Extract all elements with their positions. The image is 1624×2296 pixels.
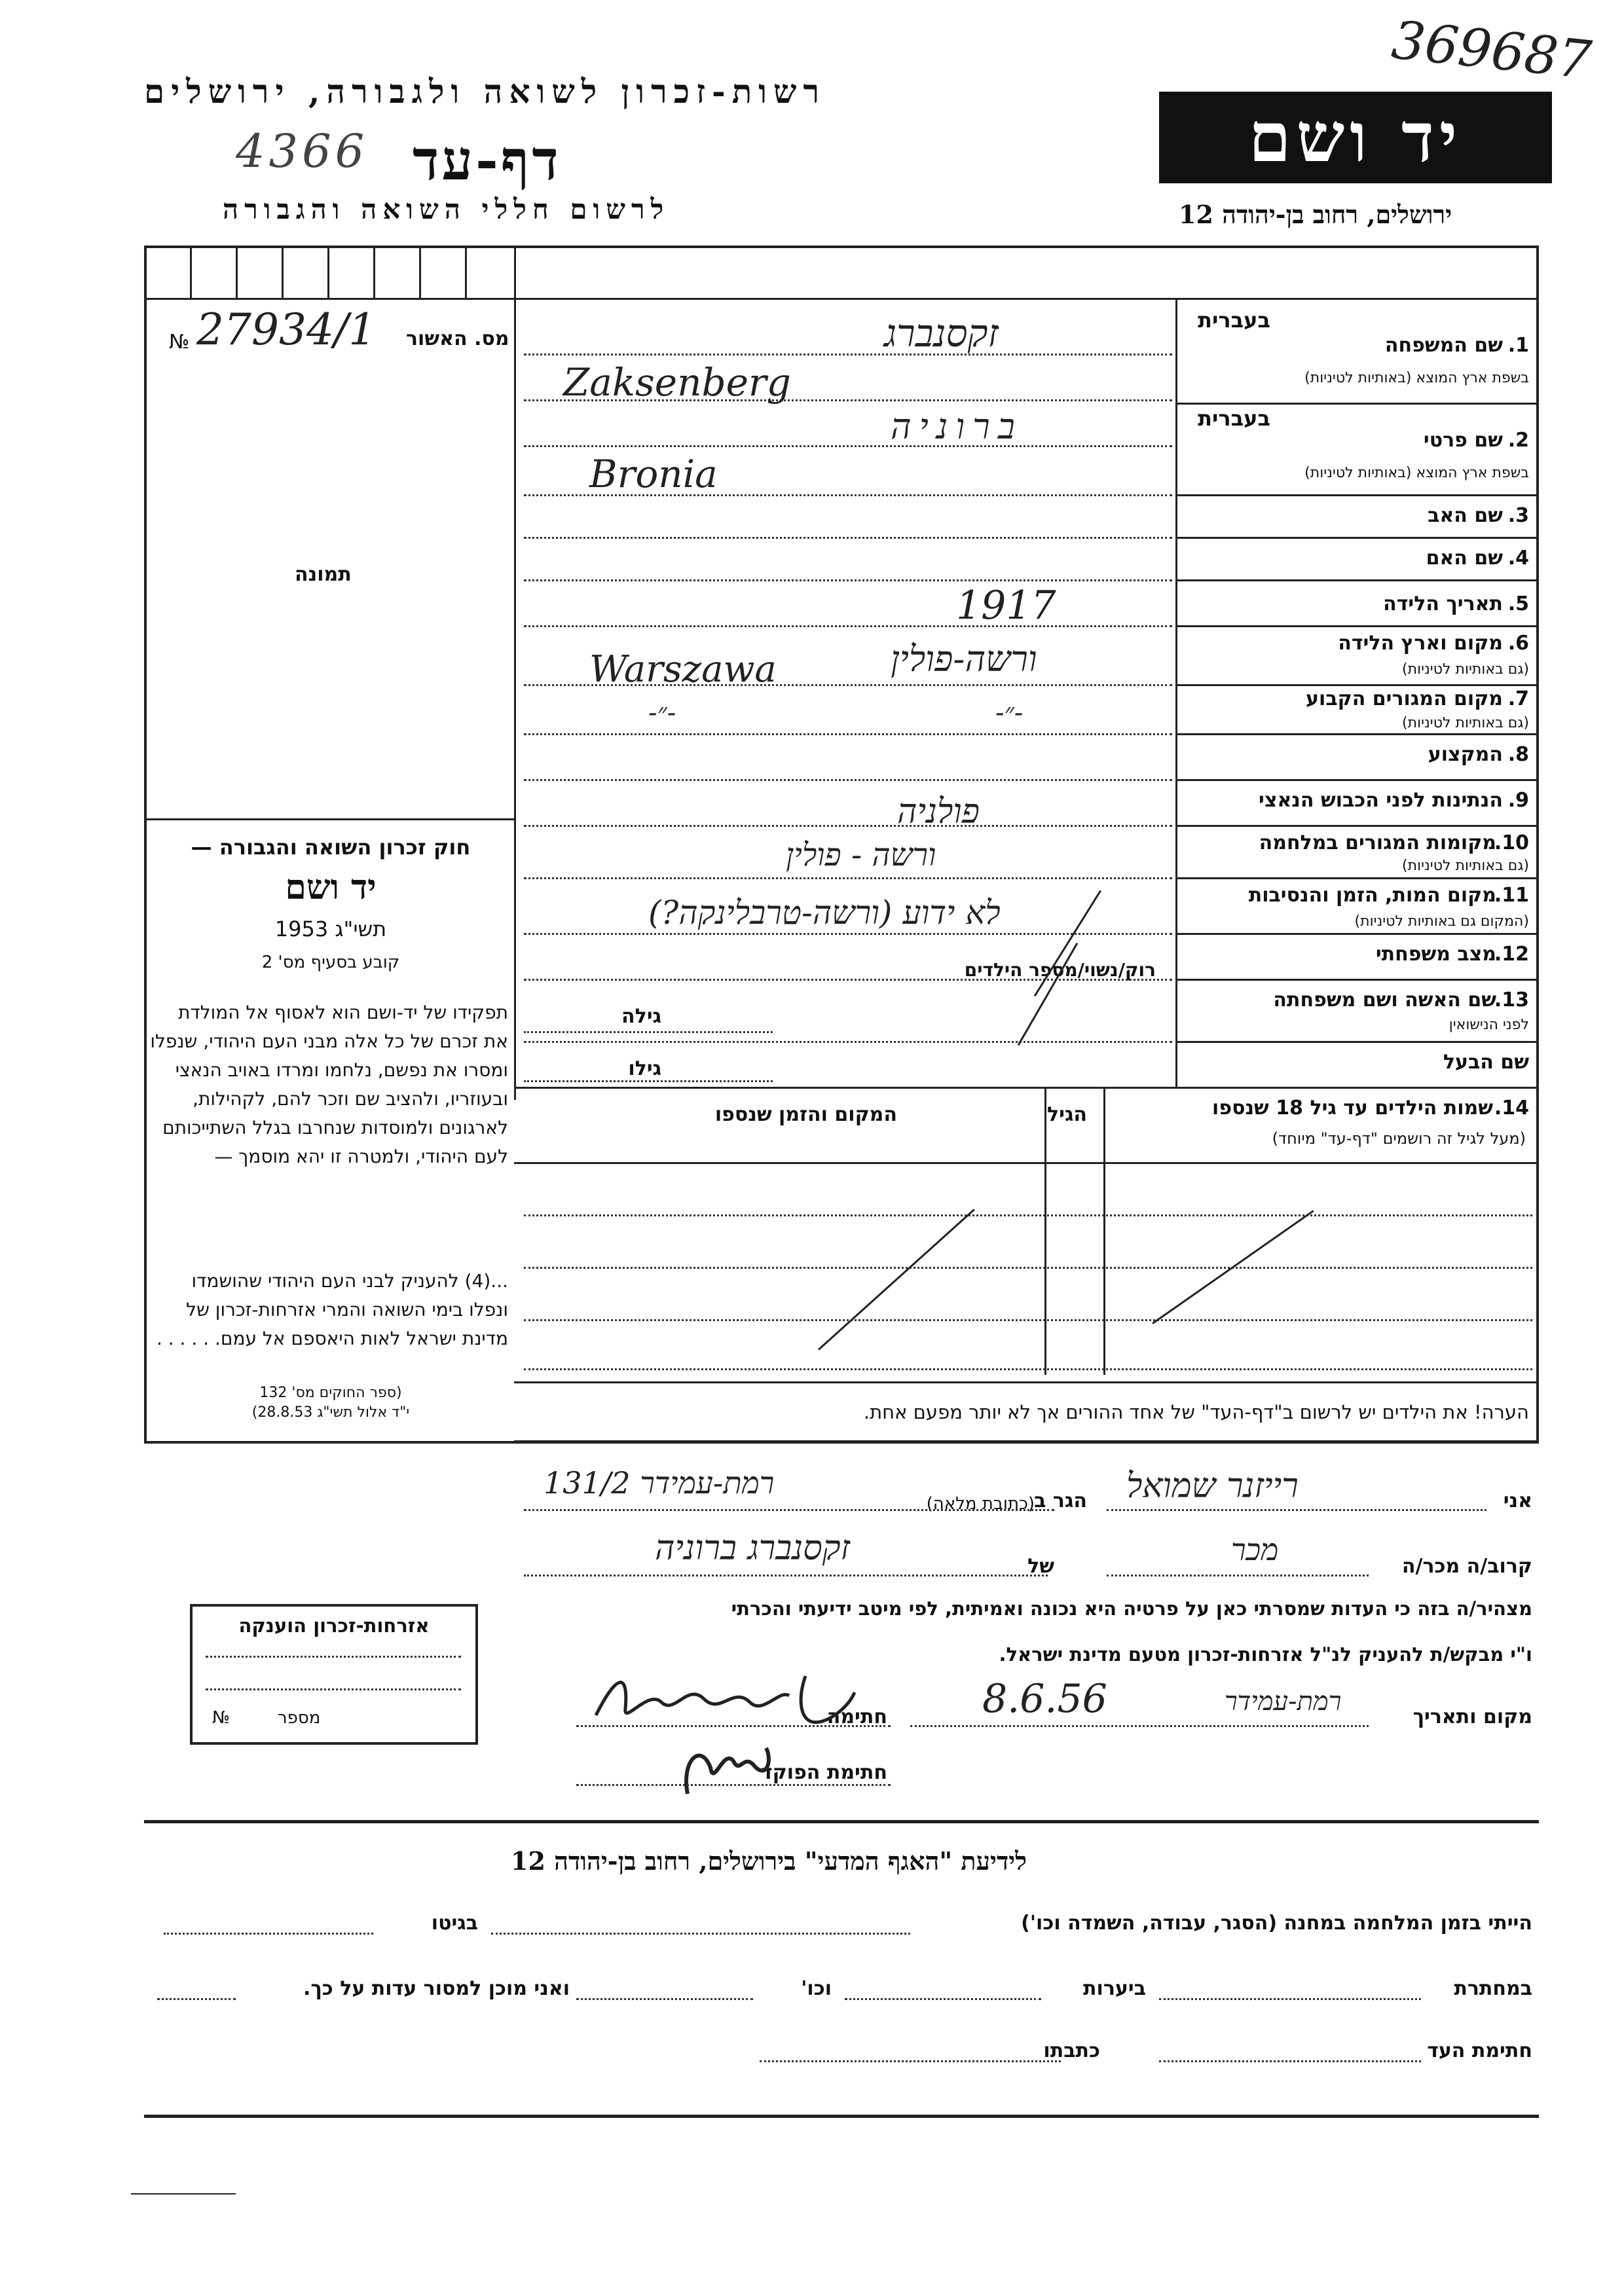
footer-line2-c: וכו': [801, 1977, 832, 2000]
field-13-age-label: גילה: [621, 1005, 661, 1028]
column-divider: [1175, 298, 1177, 1087]
children-label: שמות הילדים עד גיל 18 שנספו: [1212, 1097, 1493, 1120]
note-divider: [514, 1381, 1539, 1383]
children-sub: (מעל לגיל זה רושמים "דף-עד" מיוחד): [1272, 1129, 1526, 1148]
row-divider: [1175, 494, 1539, 496]
row-divider: [1175, 933, 1539, 935]
form-number-stamp: 4366: [236, 124, 369, 178]
value-line: [524, 445, 1172, 447]
field-13-sub: לפני הנישואין: [1449, 1017, 1529, 1033]
grid-line: [465, 246, 467, 298]
value-line: [524, 625, 1172, 627]
photo-label: תמונה: [295, 563, 352, 586]
place-date-label: מקום ותאריך: [1412, 1705, 1532, 1728]
date-value: 8.6.56: [982, 1676, 1107, 1722]
field-2-num: 2.: [1507, 429, 1529, 452]
field-13-label: שם האשה ושם משפחתה: [1273, 989, 1496, 1011]
field-9-label: הנתינות לפני הכבוש הנאצי: [1259, 789, 1503, 812]
age-line: [524, 1080, 773, 1082]
field-2-sub: בשפת ארץ המוצא (באותיות לטיניות): [1304, 465, 1529, 481]
citizenship-number-label: מספר: [278, 1708, 321, 1728]
id-no-sign: №: [169, 331, 190, 354]
request: ו"י מבקש/ת להעניק לנ"ל אזרחות-זכרון מטעם מדינת ישראל.: [999, 1643, 1532, 1666]
footer-line2-a: במחתרת: [1454, 1977, 1532, 2000]
field-1-num: 1.: [1507, 334, 1529, 357]
field-5-num: 5.: [1507, 592, 1529, 615]
of-label: של: [1027, 1555, 1054, 1578]
field-8-label: המקצוע: [1428, 743, 1503, 766]
row-divider: [1175, 979, 1539, 981]
death-place-value: לא ידוע (ורשה-טרבלינקה?): [648, 894, 1001, 932]
place-value: רמת-עמידר: [1225, 1686, 1342, 1717]
row-divider: [1175, 579, 1539, 581]
decl-line: [576, 1784, 891, 1786]
field-11-label: מקום המות, הזמן והנסיבות: [1248, 884, 1496, 907]
grid-line: [282, 246, 284, 298]
footer-line: [760, 2060, 1061, 2062]
table-divider: [1103, 1087, 1105, 1375]
law-name: יד ושם: [285, 867, 377, 907]
form-title: דף-עד: [413, 128, 561, 192]
law-clause: קובע בסעיף מס' 2: [261, 953, 400, 972]
birthplace-latin-value: Warszawa: [589, 648, 777, 691]
row-divider: [1175, 825, 1539, 827]
field-6-sub: (גם באותיות לטיניות): [1402, 661, 1529, 678]
children-row-line: [524, 1267, 1532, 1269]
field-12-label: מצב משפחתי: [1375, 943, 1496, 966]
field-4-label: שם האם: [1426, 547, 1503, 570]
row-divider: [1175, 537, 1539, 539]
form-subtitle: לרשום חללי השואה והגבורה: [223, 193, 670, 225]
decl-line: [576, 1725, 891, 1727]
children-col-place: המקום והזמן שנספו: [714, 1103, 897, 1126]
decl-prefix: אני: [1503, 1489, 1532, 1512]
footer-line: [576, 1998, 753, 2000]
footer-line1-a: הייתי בזמן המלחמה במחנה (הסגר, עבודה, השמדה וכו'): [1021, 1912, 1532, 1935]
id-label: מס. האשור: [406, 327, 509, 350]
row-divider: [1175, 779, 1539, 781]
note-text: הערה! את הילדים יש לרשום ב"דף-העד" של אחד ההורים אך לא יותר מפעם אחת.: [863, 1401, 1529, 1423]
decl-line: [910, 1725, 1369, 1727]
law-source: (ספר החוקים מס' 132: [259, 1385, 402, 1401]
row-divider: [1175, 733, 1539, 735]
value-line: [524, 579, 1172, 581]
field-3-num: 3.: [1507, 504, 1529, 527]
age-line: [524, 1031, 773, 1033]
footer-bottom-rule: [144, 2115, 1539, 2118]
logo-text: יד ושם: [1248, 97, 1463, 177]
grid-line: [236, 246, 238, 298]
field-10-num: 10.: [1494, 831, 1529, 854]
header-address: ירושלים, רחוב בן-יהודה 12: [1179, 200, 1452, 229]
grid-line: [144, 298, 1539, 300]
field-2-label: שם פרטי: [1423, 429, 1503, 452]
surname-latin-value: Zaksenberg: [563, 360, 791, 405]
relation-value: מכר: [1231, 1532, 1279, 1567]
grid-line: [419, 246, 421, 298]
field-6-label: מקום וארץ הלידה: [1338, 632, 1503, 655]
archive-number: 369687: [1388, 9, 1595, 91]
footer-line: [845, 1998, 1041, 2000]
page-mark: [131, 2193, 236, 2195]
value-line: [524, 733, 1172, 735]
authority-line: רשות-זכרון לשואה ולגבורה, ירושלים: [144, 72, 826, 111]
birthdate-value: 1917: [956, 583, 1056, 629]
footer-line2-b: ביערות: [1083, 1977, 1146, 2000]
children-row-line: [524, 1368, 1532, 1370]
residence-hebrew-value: -״-: [995, 698, 1024, 728]
field-4-num: 4.: [1507, 547, 1529, 570]
children-col-age: הגיל: [1047, 1103, 1087, 1126]
footer-line: [1159, 2060, 1421, 2062]
footer-title: לידיעת "האגף המדעי" בירושלים, רחוב בן-יהודה 12: [511, 1846, 1027, 1876]
law-title: חוק זכרון השואה והגבורה —: [191, 835, 471, 860]
field-13-num: 13.: [1494, 989, 1529, 1011]
address-value: רמת-עמידר 131/2: [544, 1465, 775, 1501]
field-7-sub: (גם באותיות לטיניות): [1402, 715, 1529, 731]
section-divider: [514, 1087, 1539, 1089]
decl-lives-in: הגר ב: [1034, 1489, 1087, 1512]
note-divider: [514, 1440, 1539, 1442]
citizenship-no-sign: №: [212, 1708, 231, 1728]
row-divider: [1175, 625, 1539, 627]
grid-line: [190, 246, 192, 298]
field-11-num: 11.: [1494, 884, 1529, 907]
footer-line: [164, 1933, 373, 1935]
children-row-line: [524, 1319, 1532, 1321]
field-10-label: מקומות המגורים במלחמה: [1259, 831, 1496, 854]
official-signature: [674, 1735, 779, 1807]
residence-latin-value: -״-: [648, 698, 676, 728]
value-line: [524, 979, 1172, 981]
grid-line: [373, 246, 375, 298]
value-line: [524, 1041, 1172, 1043]
yad-vashem-logo: [1159, 92, 1552, 183]
official-signature-label: חתימת הפוקד: [761, 1761, 887, 1784]
field-3-label: שם האב: [1428, 504, 1503, 527]
footer-divider: [144, 1820, 1539, 1823]
id-value: 27934/1: [196, 304, 377, 355]
of-value: זקסנברג ברוניה: [655, 1529, 851, 1568]
field-1-sub: בשפת ארץ המוצא (באותיות לטיניות): [1304, 370, 1529, 386]
field-1-label: שם המשפחה: [1384, 334, 1503, 357]
wartime-residence-value: ורשה - פולין: [786, 837, 936, 873]
field-12-status-options: רוק/נשוי/מספר הילדים: [964, 959, 1156, 981]
decl-full-address-label: (כתובת מלאה): [926, 1494, 1035, 1514]
field-10-sub: (גם באותיות לטיניות): [1402, 858, 1529, 874]
footer-line: [1159, 1998, 1421, 2000]
footer-line: [157, 1998, 236, 2000]
table-divider: [1044, 1087, 1046, 1375]
relation-label: קרוב/ה מכר/ה: [1401, 1555, 1532, 1578]
footer-line2-d: ואני מוכן למסור עדות על כך.: [303, 1977, 570, 2000]
surname-hebrew-value: זקסנברג: [884, 311, 999, 355]
firstname-hebrew-value: ברוניה: [891, 406, 1023, 447]
row-divider: [1175, 877, 1539, 879]
children-row-line: [524, 1214, 1532, 1216]
footer-line: [491, 1933, 910, 1935]
firstname-latin-value: Bronia: [589, 452, 718, 496]
field-7-label: מקום המגורים הקבוע: [1306, 687, 1503, 710]
field-2-tag: בעברית: [1198, 406, 1270, 431]
citizenship-line: [206, 1656, 461, 1658]
row-divider: [1175, 403, 1539, 405]
field-11-sub: (המקום גם באותיות לטיניות): [1354, 913, 1529, 930]
law-source-date: י"ד אלול תשי"ג 28.8.53): [251, 1404, 410, 1421]
children-num: 14.: [1494, 1097, 1529, 1120]
row-divider: [1175, 684, 1539, 686]
value-line: [524, 537, 1172, 539]
value-line: [524, 877, 1172, 879]
footer-line3-b: כתבתו: [1043, 2039, 1100, 2062]
divider: [144, 818, 514, 820]
field-9-num: 9.: [1507, 789, 1529, 812]
footer-line3-a: חתימת העד: [1427, 2039, 1532, 2062]
grid-line: [327, 246, 329, 298]
law-text-2: ...(4) להעניק לבני העם היהודי שהושמדו ונפלו בימי השואה והמרי אזרחות-זכרון של מדינת ישראל לאות היאספם אל עמם. . . . . .: [156, 1270, 508, 1349]
statement: מצהיר/ה בזה כי העדות שמסרתי כאן על פרטיה היא נכונה ואמיתית, לפי מיטב ידיעתי והכרתי: [731, 1597, 1532, 1620]
husband-age-label: גילו: [628, 1057, 661, 1080]
law-year: תשי"ג 1953: [274, 917, 387, 941]
value-line: [524, 825, 1172, 827]
column-divider: [514, 246, 516, 1100]
birthplace-hebrew-value: ורשה-פולין: [891, 638, 1037, 680]
citizenship-title: אזרחות-זכרון הוענקה: [238, 1614, 430, 1637]
value-line: [524, 779, 1172, 781]
value-line: [524, 354, 1172, 355]
row-divider: [1175, 1041, 1539, 1043]
field-12-num: 12.: [1494, 943, 1529, 966]
citizenship-box: [190, 1604, 478, 1745]
nationality-value: פולניה: [897, 792, 980, 831]
witness-signature: [589, 1663, 864, 1735]
decl-line: [524, 1575, 1048, 1576]
decl-line: [1107, 1575, 1369, 1576]
field-5-label: תאריך הלידה: [1383, 592, 1503, 615]
citizenship-line: [206, 1688, 461, 1690]
decl-line: [1107, 1509, 1486, 1511]
decl-line: [524, 1509, 1054, 1511]
husband-label: שם הבעל: [1443, 1051, 1529, 1074]
footer-line1-b: בגיטו: [431, 1912, 478, 1935]
signature-label: חתימה: [826, 1705, 887, 1728]
field-8-num: 8.: [1507, 743, 1529, 766]
field-6-num: 6.: [1507, 632, 1529, 655]
law-text: תפקידו של יד-ושם הוא לאסוף אל המולדת את זכרם של כל אלה מבני העם היהודי, שנפלו ומסרו את נפשם, נלחמו ומרדו באויב הנאצי ובעוזריו, ולהציב שם וזכר להם, לקהילות, לארגונים ולמוסדות שנחרבו בגלל השתייכותם לעם היהודי, ולמטרה זו יהא מוסמך —: [150, 1002, 508, 1167]
field-7-num: 7.: [1507, 687, 1529, 710]
table-divider: [514, 1162, 1539, 1164]
field-1-tag: בעברית: [1198, 308, 1270, 333]
witness-name-value: רייזנר שמואל: [1126, 1467, 1299, 1506]
